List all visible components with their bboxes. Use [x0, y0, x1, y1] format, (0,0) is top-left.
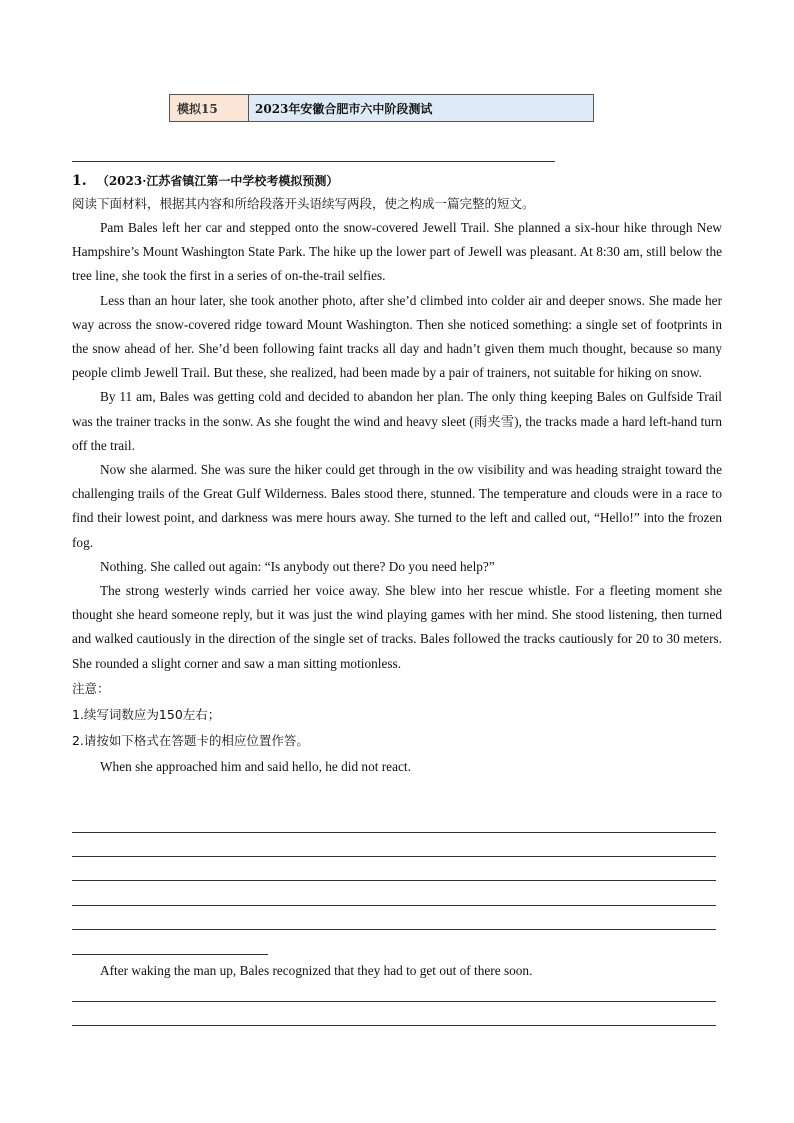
answer-line[interactable] [72, 954, 268, 955]
answer-line[interactable] [72, 929, 716, 930]
passage-paragraph: Now she alarmed. She was sure the hiker could get through in the ow visibility and was heading straight toward the challenging trails of the Great Gulf Wilderness. Bales stood there, stunned. The temperature and clouds were in a race to find their lowest point, and darkness was mere hours away. She turned to the left and called out, “Hello!” into the frozen fog. [72, 462, 722, 550]
passage-paragraph: Less than an hour later, she took another photo, after she’d climbed into colder air and deeper snows. She made her way across the snow-covered ridge toward Mount Washington. Then she noticed something: a single set of footprints in the snow ahead of her. She’d been following faint tracks all day and hadn’t given them much thought, because so many people climb Jewell Trail. But these, she realized, had been made by a pair of trainers, not suitable for hiking on snow. [72, 292, 722, 381]
top-rule [72, 161, 555, 162]
passage-paragraph: Pam Bales left her car and stepped onto the snow-covered Jewell Trail. She planned a six-hour hike through New Hampshire’s Mount Washington State Park. The hike up the lower part of Jewell was pleasant. At 8:30 am, still below the tree line, she took the first in a series of on-the-trail selfies. [72, 220, 722, 284]
paragraph-starter-1: When she approached him and said hello, he did not react. [100, 758, 411, 774]
answer-line[interactable] [72, 1025, 716, 1026]
answer-line[interactable] [72, 905, 716, 906]
question-number: 1. [72, 173, 87, 189]
header-box [169, 94, 594, 122]
answer-line[interactable] [72, 880, 716, 881]
note-item: 2.请按如下格式在答题卡的相应位置作答。 [72, 732, 309, 748]
answer-line[interactable] [72, 856, 716, 857]
notes-label: 注意： [72, 680, 110, 696]
note-item: 1.续写词数应为150左右； [72, 706, 221, 722]
passage-paragraph: By 11 am, Bales was getting cold and decided to abandon her plan. The only thing keeping Bales on Gulfside Trail was the trainer tracks in the sonw. As she fought the wind and heavy sleet (雨夹雪), the tracks made a hard left-hand turn off the trail. [72, 389, 722, 453]
paragraph-starter-2: After waking the man up, Bales recognized that they had to get out of there soon. [100, 963, 533, 978]
passage-paragraph: The strong westerly winds carried her voice away. She blew into her rescue whistle. For a fleeting moment she thought she heard someone reply, but it was just the wind playing games with her mind. She stood listening, then turned and walked cautiously in the direction of the single set of tracks. Bales followed the tracks cautiously for 20 to 30 meters. She rounded a slight corner and saw a man sitting motionless. [72, 583, 722, 671]
passage-paragraph: Nothing. She called out again: “Is anybody out there? Do you need help?” [100, 558, 495, 574]
question-instruction: 阅读下面材料，根据其内容和所给段落开头语续写两段，使之构成一篇完整的短文。 [72, 196, 535, 211]
header-label: 模拟15 [170, 95, 249, 121]
answer-line[interactable] [72, 832, 716, 833]
question-heading [72, 170, 722, 192]
header-title: 2023年安徽合肥市六中阶段测试 [249, 95, 593, 121]
question-source: （2023·江苏省镇江第一中学校考模拟预测） [96, 174, 339, 188]
question-body [72, 170, 722, 780]
answer-line[interactable] [72, 1001, 716, 1002]
